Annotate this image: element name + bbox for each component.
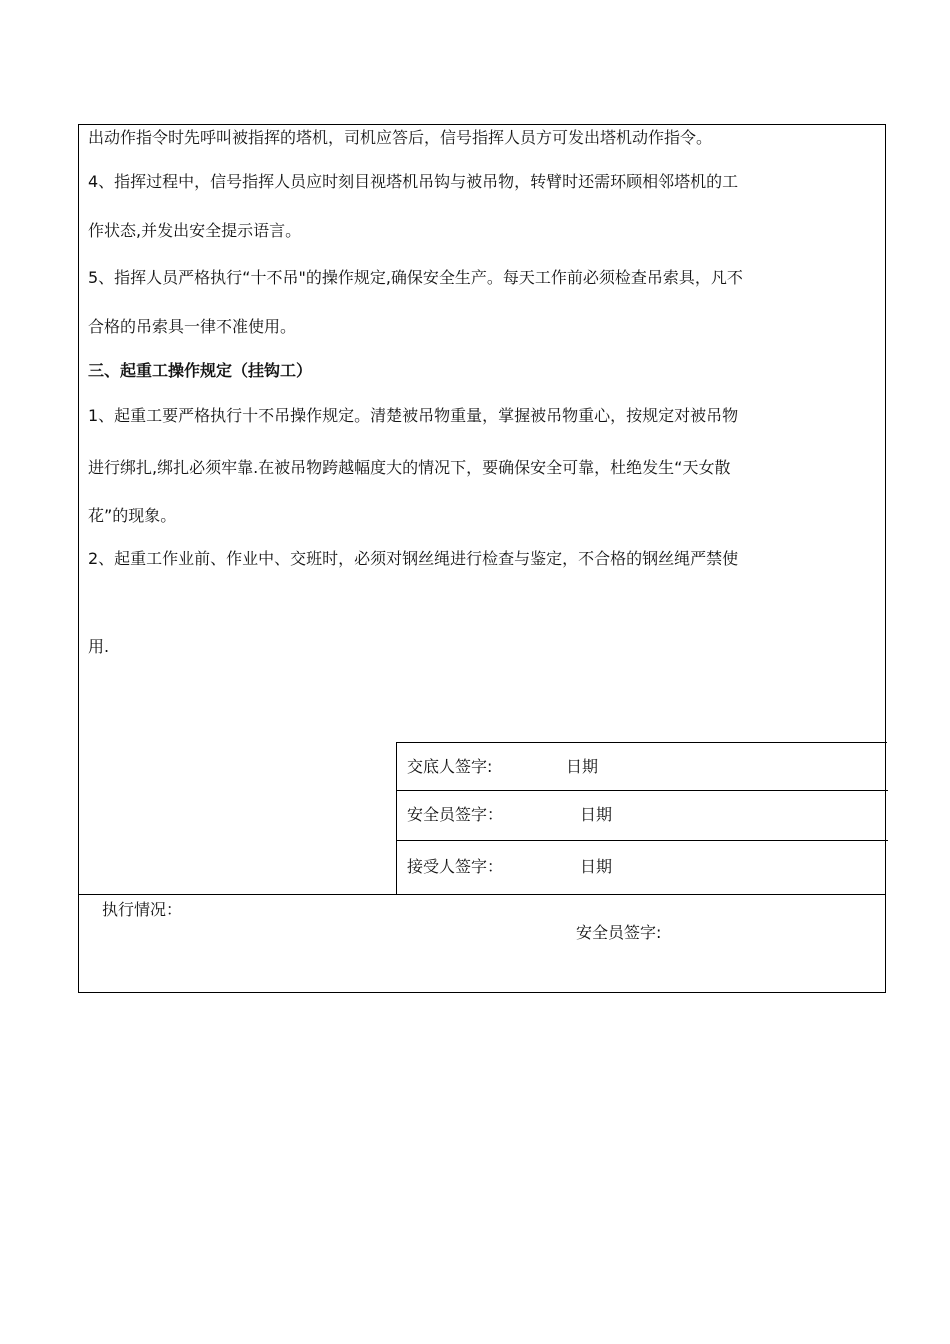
receiver-date-label: 日期	[580, 857, 613, 876]
row-divider	[397, 840, 888, 841]
body-line: 出动作指令时先呼叫被指挥的塔机，司机应答后，信号指挥人员方可发出塔机动作指令。	[88, 128, 713, 147]
body-line: 进行绑扎,绑扎必须牢靠.在被吊物跨越幅度大的情况下，要确保安全可靠，杜绝发生“天女散	[88, 458, 731, 477]
briefer-date-label: 日期	[566, 757, 599, 776]
body-line: 4、指挥过程中，信号指挥人员应时刻目视塔机吊钩与被吊物，转臂时还需环顾相邻塔机的工	[88, 172, 739, 191]
body-line: 5、指挥人员严格执行“十不吊"的操作规定,确保安全生产。每天工作前必须检查吊索具，凡不	[88, 268, 743, 287]
briefer-signature-label: 交底人签字:	[407, 757, 493, 776]
signature-table	[396, 742, 887, 895]
execution-status-label: 执行情况：	[102, 900, 183, 919]
execution-divider	[78, 894, 886, 895]
receiver-signature-label: 接受人签字：	[407, 857, 504, 876]
section-heading: 三、起重工操作规定（挂钩工）	[88, 361, 313, 380]
body-line: 作状态,并发出安全提示语言。	[88, 221, 302, 240]
row-divider	[397, 790, 888, 791]
body-line: 2、起重工作业前、作业中、交班时，必须对钢丝绳进行检查与鉴定，不合格的钢丝绳严禁使	[88, 549, 739, 568]
safety-officer-signature-label: 安全员签字：	[407, 805, 504, 824]
body-line: 用.	[88, 637, 110, 656]
body-line: 花”的现象。	[88, 506, 177, 525]
execution-safety-signature-label: 安全员签字:	[576, 923, 662, 942]
body-line: 1、起重工要严格执行十不吊操作规定。清楚被吊物重量，掌握被吊物重心，按规定对被吊物	[88, 406, 739, 425]
body-line: 合格的吊索具一律不准使用。	[88, 317, 297, 336]
safety-officer-date-label: 日期	[580, 805, 613, 824]
